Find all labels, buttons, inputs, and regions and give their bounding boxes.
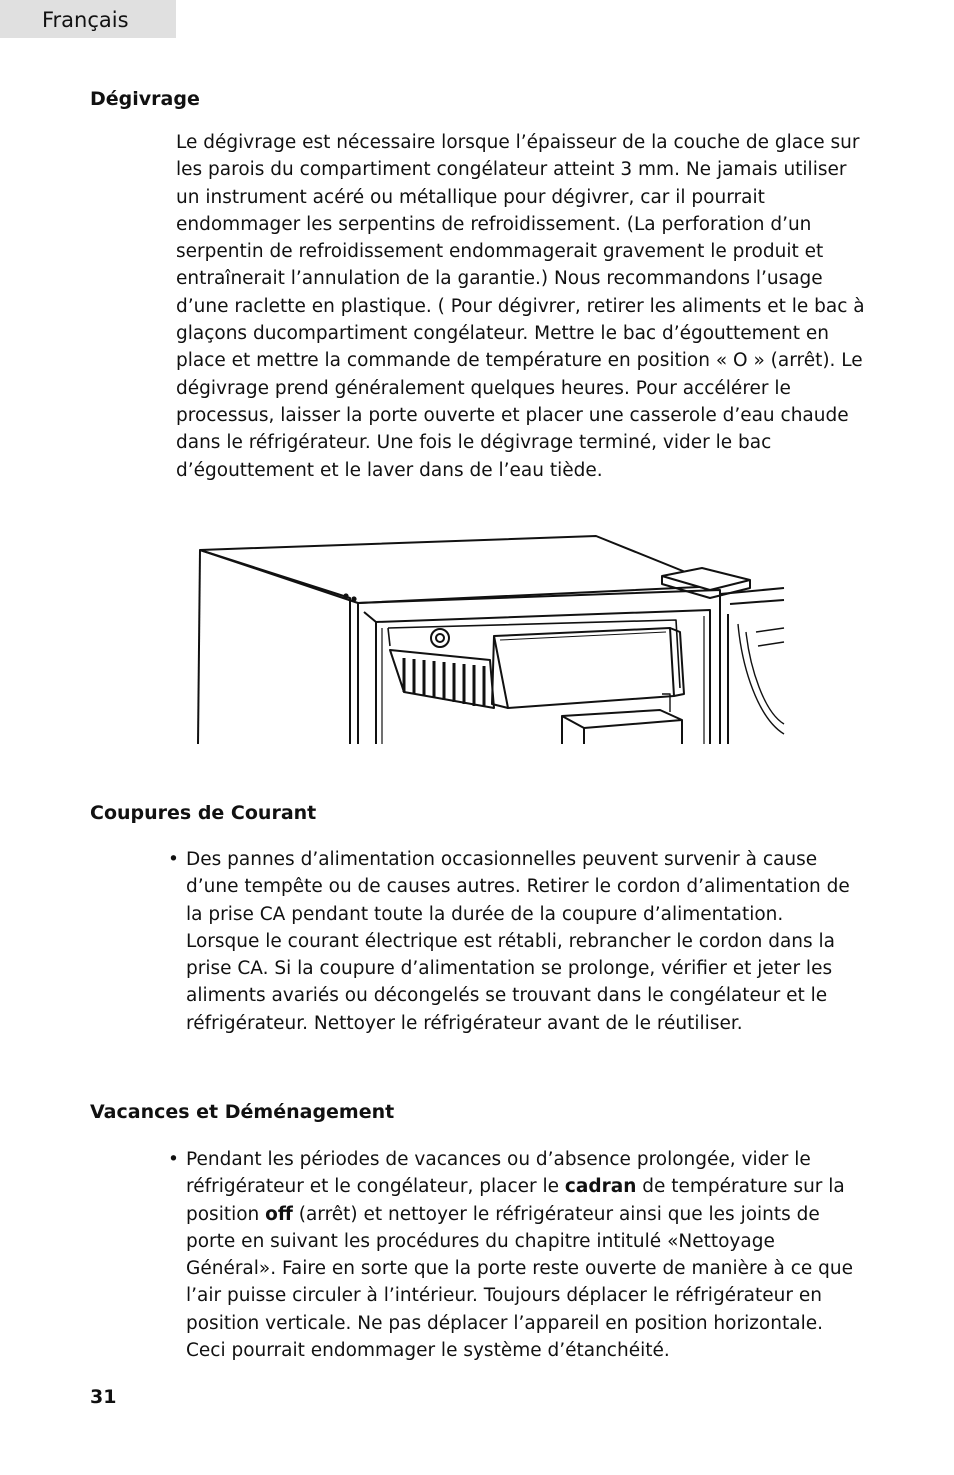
bullet-marker: •: [168, 1149, 179, 1170]
vacances-text-part2: de température sur la position: [186, 1176, 845, 1225]
bullet-marker: •: [168, 849, 179, 870]
vacances-bold-off: off: [265, 1203, 293, 1225]
coupures-bullet-text: Des pannes d’alimentation occasionnelles peuvent survenir à cause d’une tempête ou de causes autres. Retirer le cordon d’alimentation de la prise CA pendant toute la durée de la coupure d’alimentation. Lorsque le courant électrique est rétabli, rebrancher le cordon dans la prise CA. Si la coupure d’alimentation se prolonge, vérifier et jeter les aliments avariés ou décongelés se trouvant dans le congélateur et le réfrigérateur. Nettoyer le réfrigérateur avant de le réutiliser.: [186, 849, 850, 1034]
freezer-defrost-illustration: [190, 528, 790, 746]
section-title-degivrage: Dégivrage: [90, 88, 200, 110]
coupures-bullet-item: [168, 846, 858, 1037]
vacances-text-part1: Pendant les périodes de vacances ou d’absence prolongée, vider le réfrigérateur et le congélateur, placer le: [186, 1149, 811, 1198]
vacances-text-part3: (arrêt) et nettoyer le réfrigérateur ainsi que les joints de porte en suivant les procédures du chapitre intitulé «Nettoyage Général». Faire en sorte que la porte reste ouverte de manière à ce que l’air puisse circuler à l’intérieur. Toujours déplacer le réfrigérateur en position verticale. Ne pas déplacer l’appareil en position horizontale. Ceci pourrait endommager le système d’étanchéité.: [186, 1203, 854, 1362]
degivrage-paragraph: Le dégivrage est nécessaire lorsque l’épaisseur de la couche de glace sur les parois du compartiment congélateur atteint 3 mm. Ne jamais utiliser un instrument acéré ou métallique pour dégivrer, car il pourrait endommager les serpentins de refroidissement. (La perforation d’un serpentin de refroidissement endommagerait gravement le produit et entraînerait l’annulation de la garantie.) Nous recommandons l’usage d’une raclette en plastique. ( Pour dégivrer, retirer les aliments et le bac à glaçons ducompartiment congélateur. Mettre le bac d’égouttement en place et mettre la commande de température en position « O » (arrêt). Le dégivrage prend généralement quelques heures. Pour accélérer le processus, laisser la porte ouverte et placer une casserole d’eau chaude dans le réfrigérateur. Une fois le dégivrage terminé, vider le bac d’égouttement et le laver dans de l’eau tiède.: [176, 132, 865, 481]
vacances-bullet-item: [168, 1146, 858, 1364]
section-title-vacances: Vacances et Déménagement: [90, 1101, 395, 1123]
language-tab: Français: [0, 0, 176, 38]
section-title-coupures: Coupures de Courant: [90, 802, 317, 824]
page-number: 31: [90, 1386, 117, 1408]
vacances-bold-cadran: cadran: [564, 1176, 637, 1198]
